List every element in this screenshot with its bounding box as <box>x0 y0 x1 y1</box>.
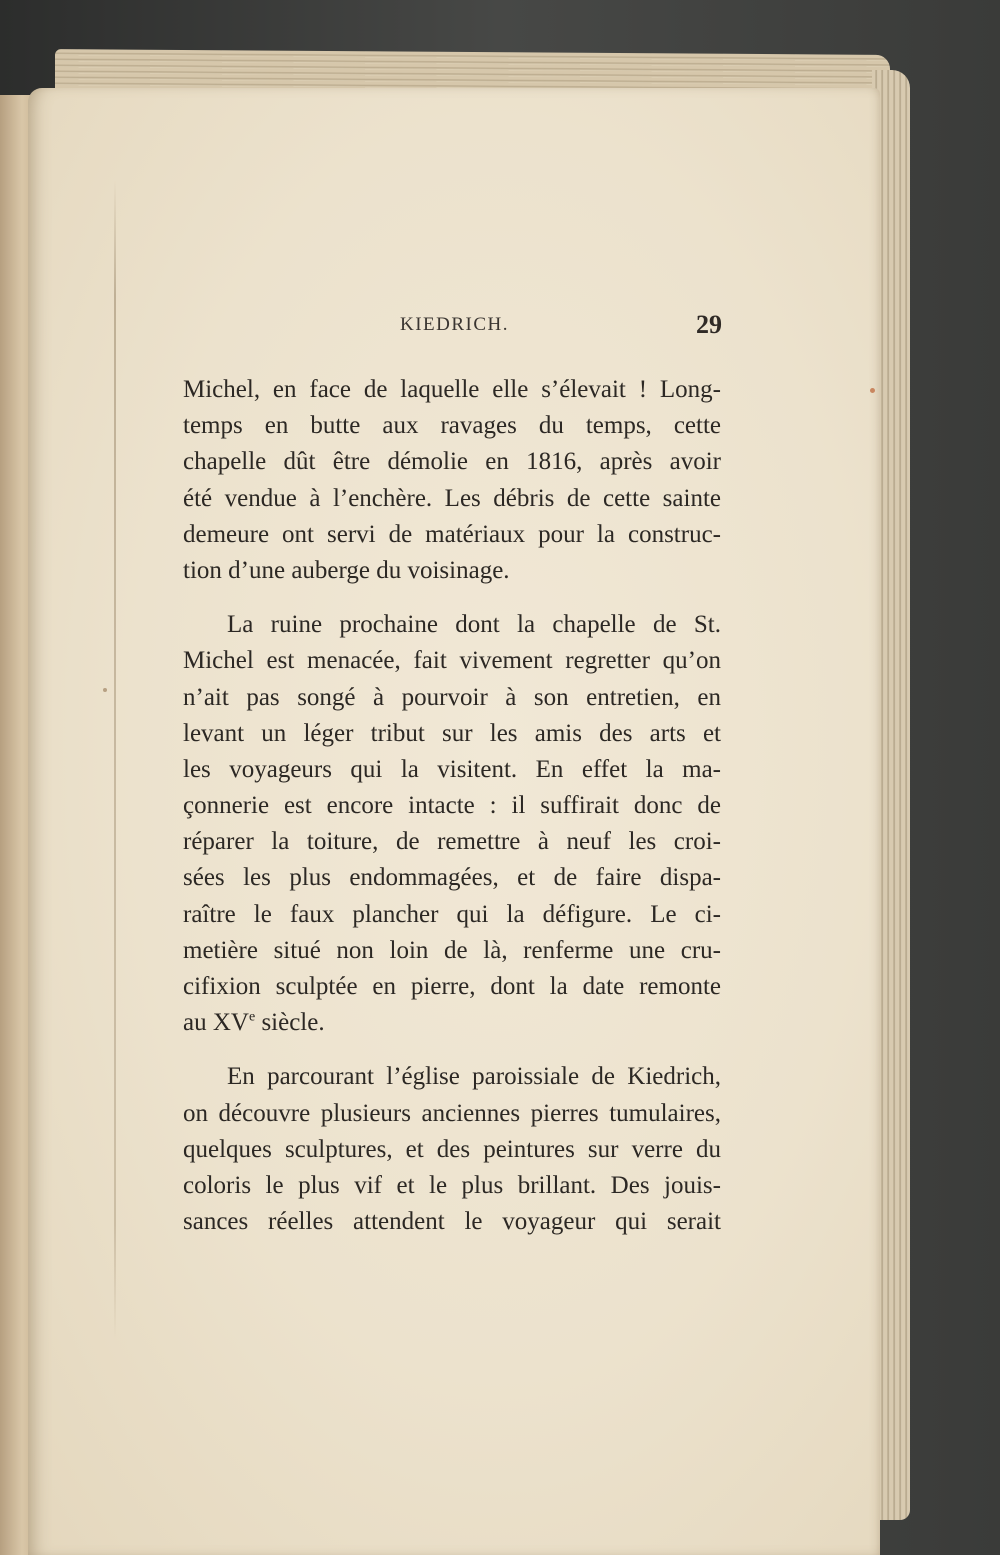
paragraph-gap <box>183 589 721 607</box>
text-line: metière situé non loin de là, renferme une cru- <box>183 936 721 964</box>
gutter-crease <box>114 180 116 1340</box>
text-line: réparer la toiture, de remettre à neuf les croi- <box>183 828 721 856</box>
text-line: çonnerie est encore intacte : il suffirait donc de <box>183 792 721 820</box>
text-line: levant un léger tribut sur les amis des arts et <box>183 719 721 747</box>
text-line: quelques sculptures, et des peintures sur verre du <box>183 1135 721 1163</box>
text-fragment: siècle. <box>255 1009 325 1037</box>
paragraph-gap <box>183 1041 721 1059</box>
foxing-spot <box>870 388 875 393</box>
text-line: les voyageurs qui la visitent. En effet la ma- <box>183 755 721 783</box>
text-line: temps en butte aux ravages du temps, cette <box>183 412 721 440</box>
text-line: La ruine prochaine dont la chapelle de St. <box>227 611 721 639</box>
running-head <box>178 310 728 344</box>
text-line: on découvre plusieurs anciennes pierres tumulaires, <box>183 1099 721 1127</box>
text-line: demeure ont servi de matériaux pour la construc- <box>183 520 721 548</box>
text-line: Michel est menacée, fait vivement regretter qu’on <box>183 647 721 675</box>
text-line: cifixion sculptée en pierre, dont la date remonte <box>183 973 721 1000</box>
text-line: sées les plus endommagées, et de faire dispa- <box>183 864 721 892</box>
body-text <box>183 372 721 1240</box>
page-number: 29 <box>696 310 722 339</box>
text-line: raître le faux plancher qui la défigure. Le ci- <box>183 900 721 928</box>
text-line: n’ait pas songé à pourvoir à son entretien, en <box>183 683 721 711</box>
running-head-title: KIEDRICH. <box>400 314 510 335</box>
text-fragment: au XV <box>183 1009 249 1037</box>
text-line: tion d’une auberge du voisinage. <box>183 556 510 584</box>
superscript: e <box>248 1009 256 1025</box>
text-line: coloris le plus vif et le plus brillant. Des jouis- <box>183 1171 721 1199</box>
text-line: été vendue à l’enchère. Les débris de cette sainte <box>183 484 721 512</box>
foxing-spot <box>103 688 107 692</box>
text-line: Michel, en face de laquelle elle s’élevait ! Long- <box>183 376 721 403</box>
text-line: En parcourant l’église paroissiale de Kiedrich, <box>227 1063 721 1091</box>
text-line: chapelle dût être démolie en 1816, après avoir <box>183 448 721 476</box>
text-line: sances réelles attendent le voyageur qui serait <box>183 1208 721 1236</box>
text-line-last <box>183 1005 721 1041</box>
